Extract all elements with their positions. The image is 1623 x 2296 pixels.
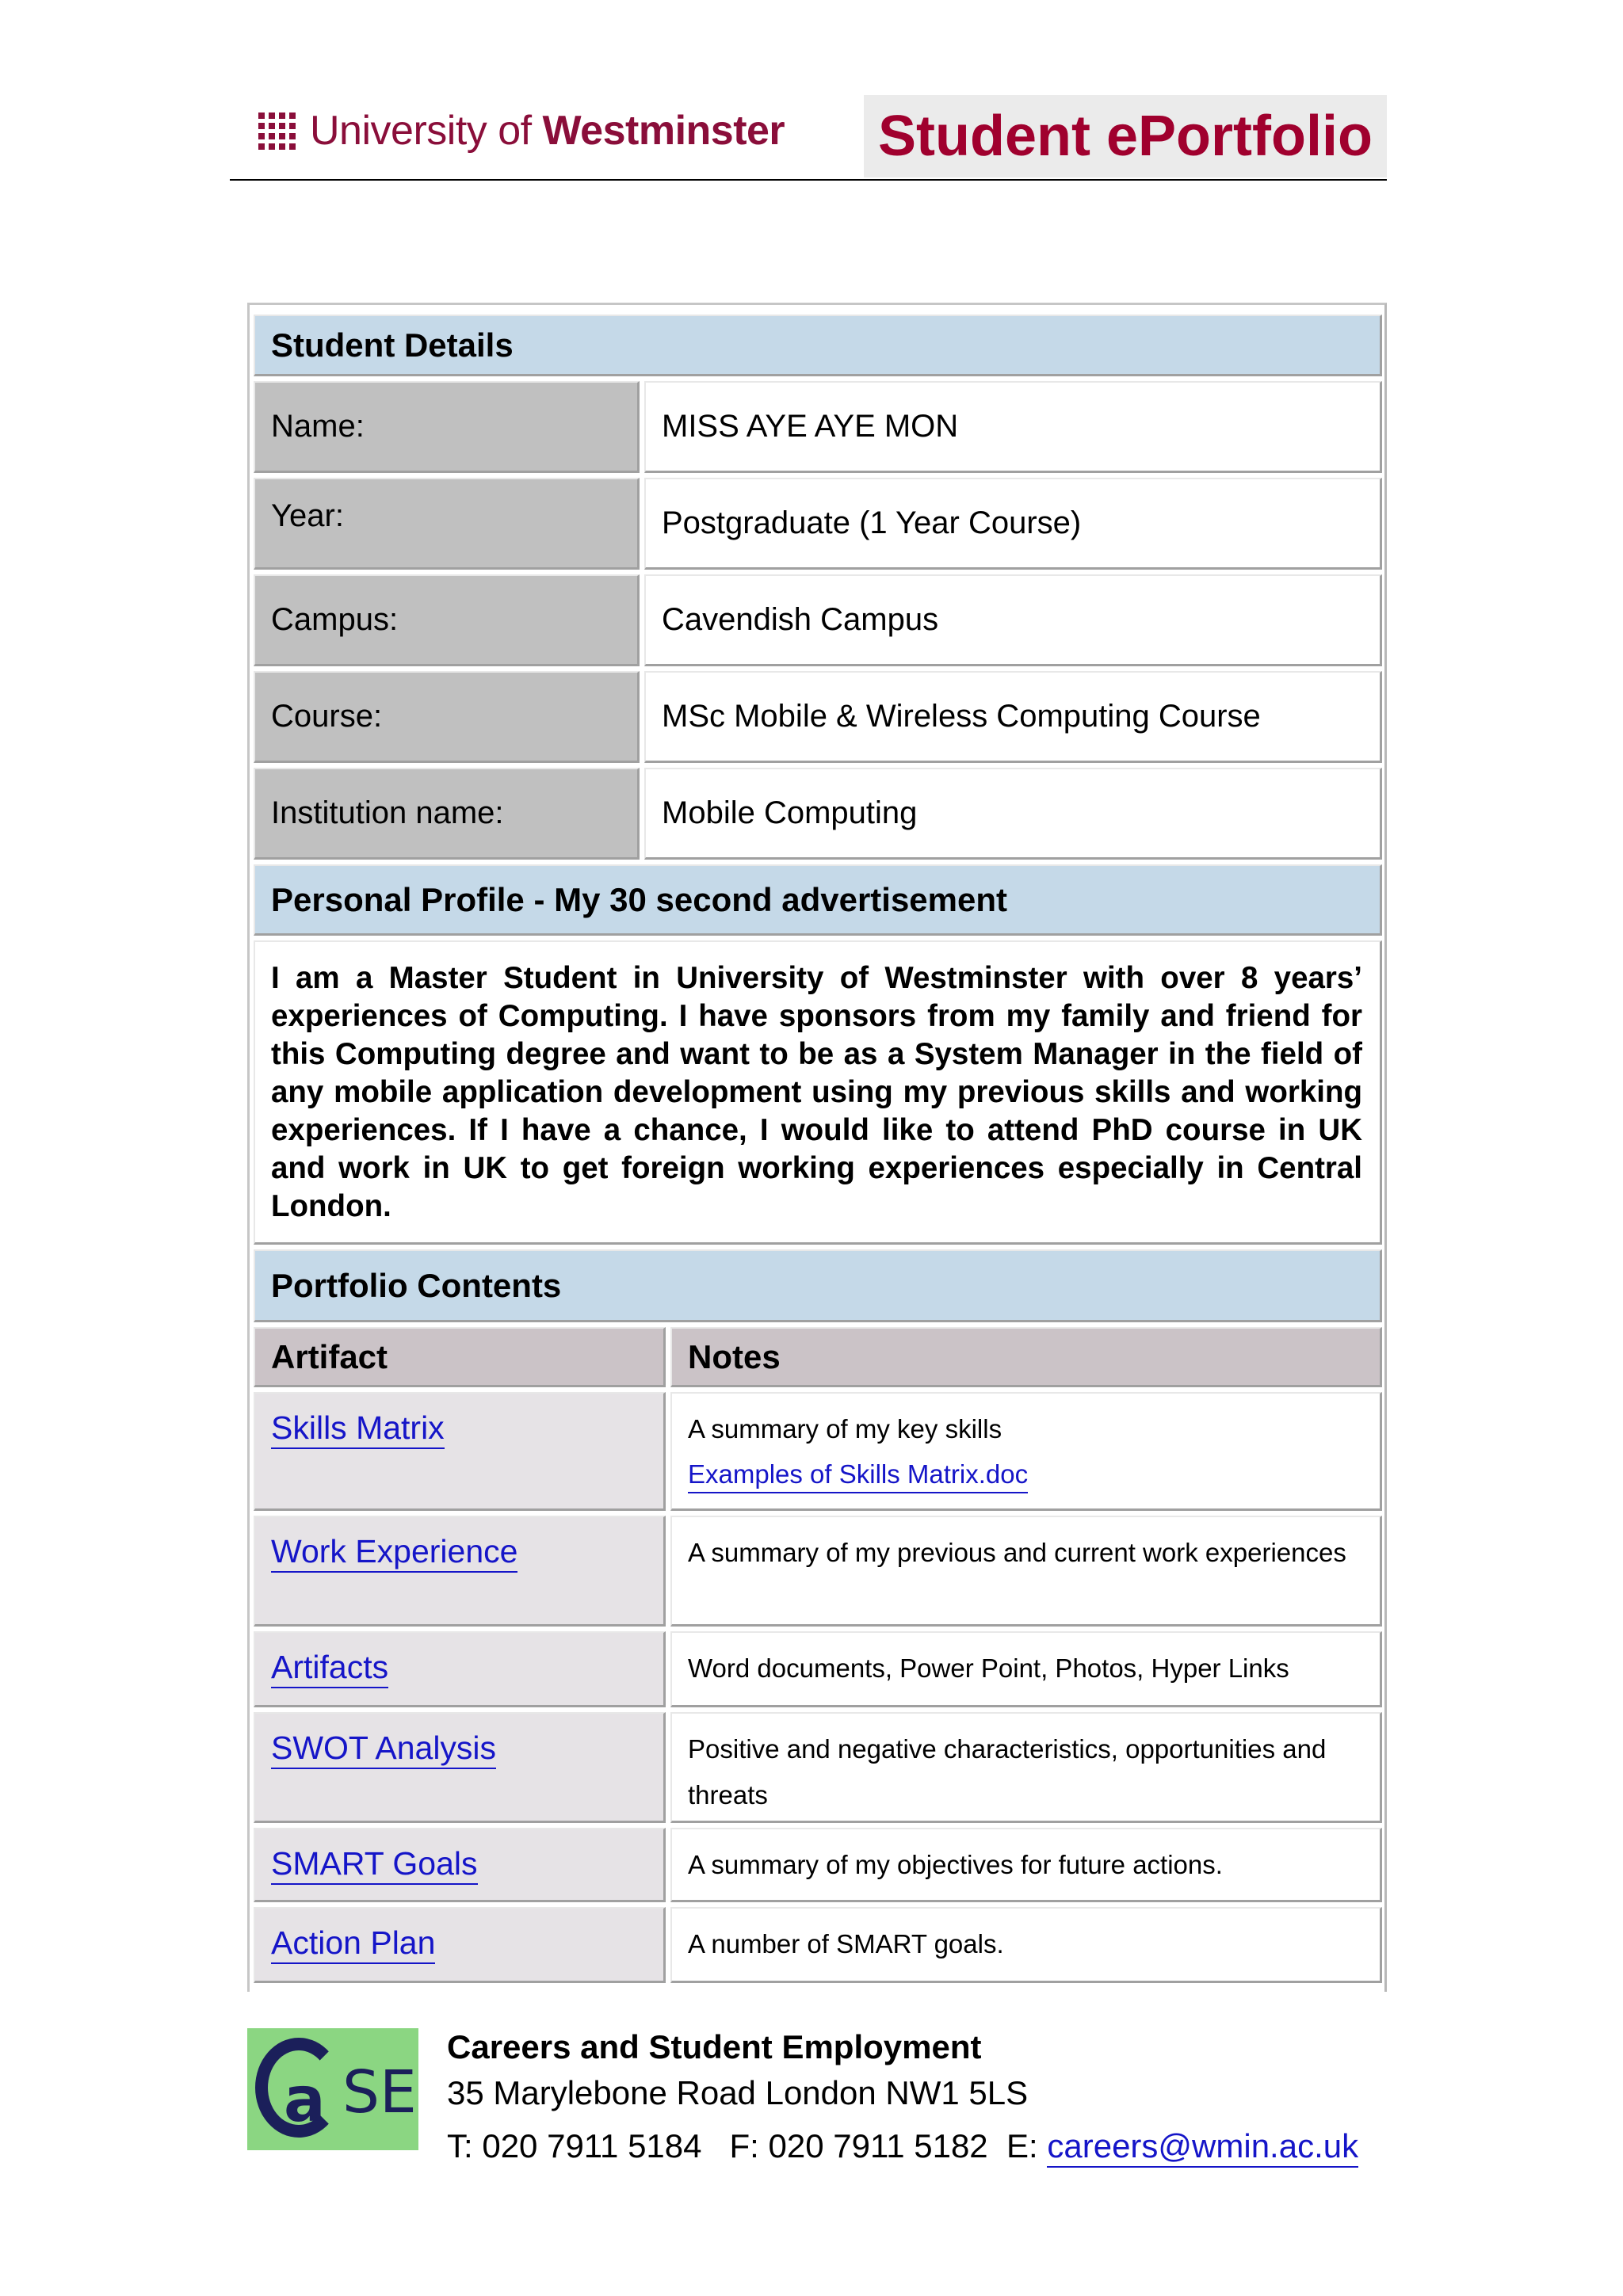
course-value: MSc Mobile & Wireless Computing Course [644,671,1382,763]
institution-label: Institution name: [254,768,640,860]
note-text: A summary of my key skills [688,1414,1002,1444]
campus-label: Campus: [254,574,640,666]
year-value: Postgraduate (1 Year Course) [644,478,1382,570]
course-label: Course: [254,671,640,763]
university-name: University of Westminster [310,108,785,154]
note-text: A summary of my objectives for future actions. [688,1850,1223,1879]
skills-matrix-link[interactable]: Skills Matrix [271,1409,445,1449]
portfolio-table [247,303,1387,1992]
artifacts-link[interactable]: Artifacts [271,1649,388,1688]
institution-value: Mobile Computing [644,768,1382,860]
case-logo-a: a [284,2065,326,2136]
table-row-note [670,1712,1382,1823]
table-row-artifact [254,1631,666,1707]
portfolio-heading: Portfolio Contents [254,1249,1382,1322]
table-row-note [670,1907,1382,1983]
smart-goals-link[interactable]: SMART Goals [271,1845,478,1885]
page-title: Student ePortfolio [864,95,1387,177]
university-crest-icon [258,113,296,150]
footer-org-name: Careers and Student Employment [447,2028,982,2065]
table-row-artifact [254,1828,666,1902]
note-text: Word documents, Power Point, Photos, Hyper Links [688,1653,1289,1683]
table-row-artifact [254,1712,666,1823]
work-experience-link[interactable]: Work Experience [271,1533,517,1573]
email-link[interactable]: careers@wmin.ac.uk [1047,2127,1358,2168]
skills-matrix-doc-link[interactable]: Examples of Skills Matrix.doc [688,1459,1028,1493]
note-text: Positive and negative characteristics, opportunities and threats [688,1734,1327,1810]
table-row-note [670,1516,1382,1627]
footer-contact [447,2126,1358,2166]
name-value: MISS AYE AYE MON [644,381,1382,473]
action-plan-link[interactable]: Action Plan [271,1924,435,1964]
swot-analysis-link[interactable]: SWOT Analysis [271,1730,496,1769]
table-row-note [670,1631,1382,1707]
university-logo [258,103,785,158]
page-header [230,95,1387,181]
campus-value: Cavendish Campus [644,574,1382,666]
profile-text: I am a Master Student in University of Westminster with over 8 years’ experiences of Computing. I have sponsors from my family and friend for this Computing degree and want to be as a System Manager in the field of any mobile application development using my previous skills and working experiences. If I have a chance, I would like to attend PhD course in UK and work in UK to get foreign working experiences especially in Central London. [254,940,1382,1245]
case-logo [247,2028,418,2150]
note-text: A summary of my previous and current work experiences [688,1538,1346,1567]
note-text: A number of SMART goals. [688,1929,1004,1958]
student-details-heading: Student Details [254,315,1382,376]
table-row-artifact [254,1392,666,1511]
name-label: Name: [254,381,640,473]
footer-address: 35 Marylebone Road London NW1 5LS [447,2074,1029,2111]
table-row-note [670,1828,1382,1902]
case-logo-se: SE [342,2058,417,2126]
footer-phone: T: 020 7911 5184 F: 020 7911 5182 E: [447,2127,1048,2164]
table-row-artifact [254,1516,666,1627]
profile-heading: Personal Profile - My 30 second advertisement [254,864,1382,936]
table-row-artifact [254,1907,666,1983]
notes-column-header: Notes [670,1327,1382,1387]
table-row-note [670,1392,1382,1511]
year-label: Year: [254,478,640,570]
artifact-column-header: Artifact [254,1327,666,1387]
